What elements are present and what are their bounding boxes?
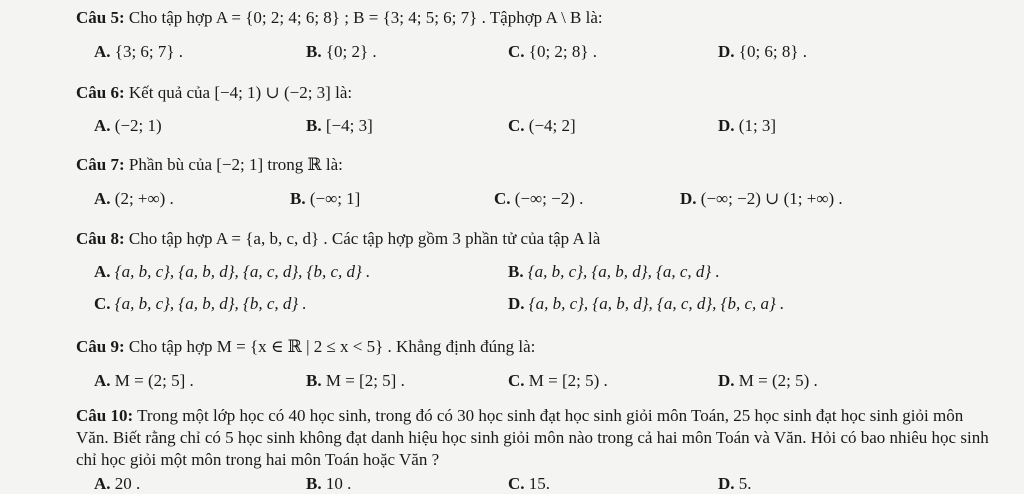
question-6-option-c — [508, 116, 576, 136]
option-letter: C. — [508, 474, 525, 493]
question-10-option-c — [508, 474, 550, 494]
question-5-option-a — [94, 42, 183, 62]
option-letter: B. — [306, 42, 322, 61]
question-6-text: Kết quả của [−4; 1) ∪ (−2; 3] là: — [124, 83, 353, 102]
question-10-text: Trong một lớp học có 40 học sinh, trong đó có 30 học sinh đạt học sinh giỏi môn Toán, 25 học sinh đạt học sinh giỏi môn Văn. Biết rằng chỉ có 5 học sinh không đạt danh hiệu học sinh giỏi môn nào trong cả hai môn Toán và Văn. Hỏi có bao nhiêu học sinh chỉ học giỏi một môn trong hai môn Toán hoặc Văn ? — [76, 406, 989, 469]
question-6-label: Câu 6: — [76, 83, 125, 102]
question-7-option-b — [290, 189, 360, 209]
question-7-option-d — [680, 189, 843, 209]
option-letter: C. — [494, 189, 511, 208]
option-letter: C. — [94, 294, 111, 313]
question-8-stem — [76, 229, 600, 249]
option-text: {0; 2; 8} . — [528, 42, 598, 61]
option-text: 10 . — [325, 474, 352, 493]
option-letter: B. — [306, 116, 322, 135]
option-letter: A. — [94, 42, 111, 61]
option-text: [−4; 3] — [325, 116, 373, 135]
option-text: 20 . — [114, 474, 141, 493]
option-letter: A. — [94, 116, 111, 135]
option-text: {3; 6; 7} . — [114, 42, 184, 61]
question-7-text: Phần bù của [−2; 1] trong ℝ là: — [124, 155, 343, 174]
question-5-option-c — [508, 42, 597, 62]
option-letter: D. — [508, 294, 525, 313]
question-10-option-d — [718, 474, 752, 494]
question-7-option-a — [94, 189, 174, 209]
option-letter: B. — [306, 371, 322, 390]
option-letter: B. — [306, 474, 322, 493]
option-text: (1; 3] — [738, 116, 777, 135]
option-text: {a, b, c}, {a, b, d}, {a, c, d}, {b, c, d} . — [114, 262, 371, 281]
option-letter: B. — [508, 262, 524, 281]
question-5-text: Cho tập hợp A = {0; 2; 4; 6; 8} ; B = {3; 4; 5; 6; 7} . Tậphợp A \ B là: — [124, 8, 603, 27]
question-10-stem — [76, 405, 996, 471]
question-8-option-a — [94, 262, 370, 282]
question-6-option-b — [306, 116, 373, 136]
question-9-option-b — [306, 371, 405, 391]
option-letter: C. — [508, 42, 525, 61]
question-10-option-b — [306, 474, 351, 494]
question-9-option-a — [94, 371, 194, 391]
option-letter: A. — [94, 474, 111, 493]
question-7-label: Câu 7: — [76, 155, 125, 174]
question-10-option-a — [94, 474, 140, 494]
question-7-option-c — [494, 189, 583, 209]
question-9-label: Câu 9: — [76, 337, 125, 356]
option-text: (−∞; −2) ∪ (1; +∞) . — [700, 189, 843, 208]
option-letter: D. — [680, 189, 697, 208]
question-10-label: Câu 10: — [76, 406, 134, 425]
option-text: M = (2; 5) . — [738, 371, 818, 390]
option-text: {0; 2} . — [325, 42, 377, 61]
option-text: 15. — [528, 474, 551, 493]
option-letter: D. — [718, 371, 735, 390]
question-8-option-d — [508, 294, 784, 314]
option-text: {a, b, c}, {a, b, d}, {a, c, d} . — [527, 262, 720, 281]
question-5-option-d — [718, 42, 807, 62]
option-letter: B. — [290, 189, 306, 208]
option-text: {0; 6; 8} . — [738, 42, 808, 61]
option-letter: C. — [508, 116, 525, 135]
option-letter: A. — [94, 189, 111, 208]
question-9-stem — [76, 337, 535, 357]
option-letter: D. — [718, 42, 735, 61]
option-text: (−4; 2] — [528, 116, 576, 135]
option-letter: A. — [94, 262, 111, 281]
option-text: M = (2; 5] . — [114, 371, 194, 390]
question-5-label: Câu 5: — [76, 8, 125, 27]
option-letter: D. — [718, 474, 735, 493]
option-letter: D. — [718, 116, 735, 135]
question-6-option-a — [94, 116, 162, 136]
option-text: {a, b, c}, {a, b, d}, {a, c, d}, {b, c, a} . — [528, 294, 785, 313]
question-8-option-c — [94, 294, 307, 314]
option-text: 5. — [738, 474, 752, 493]
option-letter: C. — [508, 371, 525, 390]
option-text: (2; +∞) . — [114, 189, 174, 208]
question-6-stem — [76, 83, 352, 103]
question-5-stem — [76, 8, 603, 28]
question-7-stem — [76, 155, 343, 175]
question-9-option-c — [508, 371, 608, 391]
question-9-text: Cho tập hợp M = {x ∈ ℝ | 2 ≤ x < 5} . Khẳng định đúng là: — [124, 337, 536, 356]
option-text: {a, b, c}, {a, b, d}, {b, c, d} . — [114, 294, 307, 313]
question-5-option-b — [306, 42, 377, 62]
option-text: M = [2; 5) . — [528, 371, 608, 390]
option-text: M = [2; 5] . — [325, 371, 405, 390]
option-letter: A. — [94, 371, 111, 390]
question-8-option-b — [508, 262, 720, 282]
option-text: (−∞; −2) . — [514, 189, 584, 208]
option-text: (−∞; 1] — [309, 189, 361, 208]
question-6-option-d — [718, 116, 776, 136]
option-text: (−2; 1) — [114, 116, 162, 135]
question-8-text: Cho tập hợp A = {a, b, c, d} . Các tập hợp gồm 3 phần tử của tập A là — [124, 229, 601, 248]
question-9-option-d — [718, 371, 818, 391]
question-8-label: Câu 8: — [76, 229, 125, 248]
